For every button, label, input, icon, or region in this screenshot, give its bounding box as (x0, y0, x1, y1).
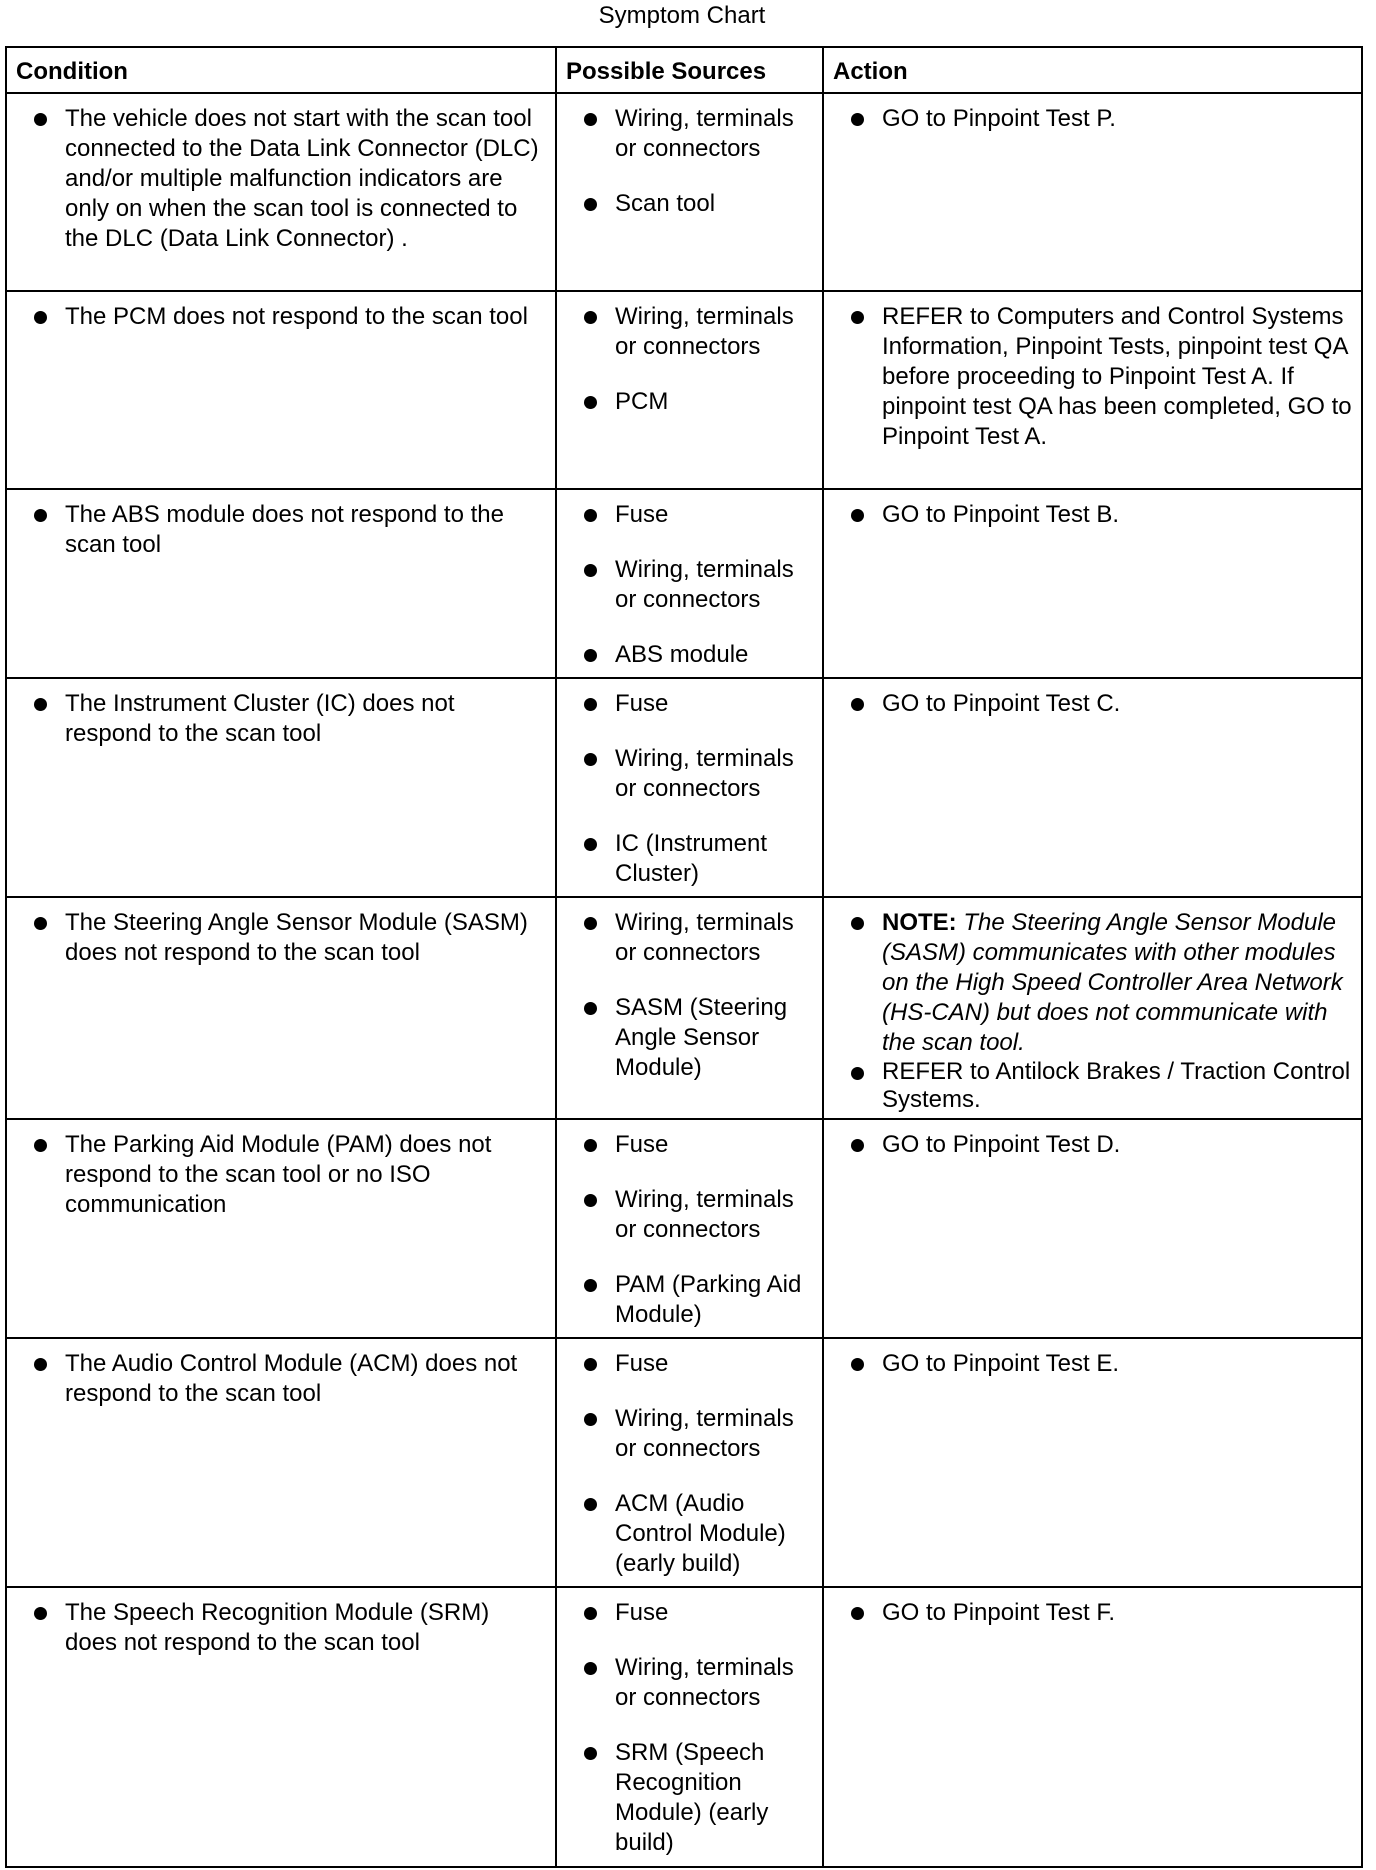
list-item (557, 1270, 814, 1330)
condition-text: The Instrument Cluster (IC) does not respond to the scan tool (65, 690, 455, 747)
source-text: Fuse (615, 1350, 669, 1377)
condition-cell (6, 1587, 556, 1867)
action-cell (823, 489, 1362, 678)
action-text: GO to Pinpoint Test B. (882, 501, 1120, 528)
bullet-icon (584, 1747, 597, 1760)
bullet-icon (584, 198, 597, 211)
list-item (557, 189, 814, 219)
source-text: Wiring, terminals or connectors (615, 1654, 794, 1711)
source-text: ACM (Audio Control Module) (early build) (615, 1490, 786, 1577)
table-row (6, 1338, 1362, 1587)
source-text: Wiring, terminals or connectors (615, 745, 794, 802)
table-row (6, 93, 1362, 291)
list-item (557, 908, 814, 968)
table-row (6, 489, 1362, 678)
bullet-icon (851, 917, 864, 930)
bullet-icon (34, 1607, 47, 1620)
bullet-icon (851, 509, 864, 522)
bullet-icon (584, 396, 597, 409)
source-text: IC (Instrument Cluster) (615, 830, 768, 887)
list-item (557, 1653, 814, 1713)
bullet-icon (584, 564, 597, 577)
list-item (824, 1058, 1353, 1114)
condition-text: The Speech Recognition Module (SRM) does not respond to the scan tool (65, 1599, 490, 1656)
header-possible-sources: Possible Sources (556, 47, 823, 93)
list-item (7, 1130, 547, 1220)
action-text: REFER to Computers and Control Systems Information, Pinpoint Tests, pinpoint test QA before proceeding to Pinpoint Test A. If pinpoint test QA has been completed, GO to Pinpoint Test A. (882, 303, 1352, 450)
action-text: REFER to Antilock Brakes / Traction Control Systems. (882, 1058, 1351, 1113)
action-text: GO to Pinpoint Test P. (882, 105, 1116, 132)
note-label: NOTE: (882, 909, 957, 936)
source-text: Wiring, terminals or connectors (615, 303, 794, 360)
source-text: SASM (Steering Angle Sensor Module) (615, 994, 788, 1081)
action-cell (823, 897, 1362, 1119)
list-item (557, 744, 814, 804)
list-item (824, 689, 1353, 719)
condition-cell (6, 897, 556, 1119)
source-text: PCM (615, 388, 669, 415)
bullet-icon (34, 509, 47, 522)
bullet-icon (584, 649, 597, 662)
bullet-icon (584, 1607, 597, 1620)
source-text: Wiring, terminals or connectors (615, 1186, 794, 1243)
table-row (6, 1587, 1362, 1867)
action-text: GO to Pinpoint Test F. (882, 1599, 1116, 1626)
sources-cell (556, 93, 823, 291)
bullet-icon (584, 1413, 597, 1426)
condition-text: The Parking Aid Module (PAM) does not respond to the scan tool or no ISO communication (65, 1131, 492, 1218)
sources-cell (556, 291, 823, 489)
source-text: Fuse (615, 1599, 669, 1626)
list-item (557, 1185, 814, 1245)
condition-cell (6, 1338, 556, 1587)
list-item (7, 908, 547, 968)
action-text: GO to Pinpoint Test E. (882, 1350, 1120, 1377)
sources-cell (556, 1338, 823, 1587)
list-item (824, 500, 1353, 530)
bullet-icon (584, 1279, 597, 1292)
source-text: ABS module (615, 641, 749, 668)
bullet-icon (851, 698, 864, 711)
note-text: The Steering Angle Sensor Module (SASM) communicates with other modules on the High Speed Controller Area Network (HS-CAN) but does not communicate with the scan tool. (882, 909, 1343, 1056)
bullet-icon (34, 311, 47, 324)
list-item (824, 1598, 1353, 1628)
action-cell (823, 1587, 1362, 1867)
list-item (557, 104, 814, 164)
source-text: Wiring, terminals or connectors (615, 556, 794, 613)
list-item (824, 302, 1353, 452)
table-row (6, 1119, 1362, 1338)
sources-cell (556, 489, 823, 678)
list-item (557, 500, 814, 530)
action-cell (823, 1338, 1362, 1587)
source-text: Fuse (615, 1131, 669, 1158)
list-item (824, 1130, 1353, 1160)
list-item (7, 302, 547, 332)
condition-text: The Steering Angle Sensor Module (SASM) does not respond to the scan tool (65, 909, 528, 966)
bullet-icon (584, 1139, 597, 1152)
bullet-icon (584, 509, 597, 522)
action-cell (823, 678, 1362, 897)
condition-text: The PCM does not respond to the scan tool (65, 303, 528, 330)
list-item (557, 1130, 814, 1160)
sources-cell (556, 897, 823, 1119)
list-item (557, 993, 814, 1083)
list-item (7, 689, 547, 749)
list-item (7, 104, 547, 254)
list-item (557, 1738, 814, 1858)
condition-text: The Audio Control Module (ACM) does not respond to the scan tool (65, 1350, 518, 1407)
list-item (557, 387, 814, 417)
bullet-icon (584, 1194, 597, 1207)
source-text: SRM (Speech Recognition Module) (early build) (615, 1739, 769, 1856)
list-item (824, 104, 1353, 134)
table-row (6, 291, 1362, 489)
bullet-icon (584, 917, 597, 930)
action-cell (823, 291, 1362, 489)
bullet-icon (34, 113, 47, 126)
list-item (557, 302, 814, 362)
list-item (824, 908, 1353, 1058)
bullet-icon (584, 113, 597, 126)
table-row (6, 897, 1362, 1119)
sources-cell (556, 1587, 823, 1867)
bullet-icon (34, 698, 47, 711)
bullet-icon (851, 113, 864, 126)
list-item (824, 1349, 1353, 1379)
condition-text: The vehicle does not start with the scan tool connected to the Data Link Connector (DLC) and/or multiple malfunction indicators are only on when the scan tool is connected to the DLC (Data Link Connector) . (65, 105, 539, 252)
action-text: GO to Pinpoint Test D. (882, 1131, 1121, 1158)
list-item (7, 1349, 547, 1409)
list-item (557, 1349, 814, 1379)
list-item (7, 500, 547, 560)
sources-cell (556, 678, 823, 897)
symptom-chart-table (5, 46, 1363, 1868)
bullet-icon (584, 1358, 597, 1371)
list-item (557, 1404, 814, 1464)
bullet-icon (584, 311, 597, 324)
action-cell (823, 93, 1362, 291)
condition-cell (6, 1119, 556, 1338)
table-row (6, 678, 1362, 897)
bullet-icon (851, 311, 864, 324)
action-text: GO to Pinpoint Test C. (882, 690, 1121, 717)
bullet-icon (584, 1498, 597, 1511)
source-text: PAM (Parking Aid Module) (615, 1271, 802, 1328)
table-header-row (6, 47, 1362, 93)
list-item (557, 1598, 814, 1628)
list-item (557, 555, 814, 615)
bullet-icon (584, 838, 597, 851)
list-item (557, 1489, 814, 1579)
condition-cell (6, 678, 556, 897)
condition-text: The ABS module does not respond to the scan tool (65, 501, 504, 558)
bullet-icon (584, 1002, 597, 1015)
source-text: Wiring, terminals or connectors (615, 1405, 794, 1462)
condition-cell (6, 489, 556, 678)
list-item (557, 689, 814, 719)
page-title: Symptom Chart (598, 2, 766, 29)
header-action: Action (823, 47, 1362, 93)
bullet-icon (584, 1662, 597, 1675)
bullet-icon (851, 1607, 864, 1620)
source-text: Fuse (615, 690, 669, 717)
source-text: Scan tool (615, 190, 716, 217)
bullet-icon (851, 1067, 864, 1080)
list-item (557, 640, 814, 670)
condition-cell (6, 291, 556, 489)
bullet-icon (851, 1139, 864, 1152)
bullet-icon (584, 753, 597, 766)
source-text: Wiring, terminals or connectors (615, 909, 794, 966)
list-item (557, 829, 814, 889)
bullet-icon (851, 1358, 864, 1371)
source-text: Wiring, terminals or connectors (615, 105, 794, 162)
bullet-icon (34, 917, 47, 930)
bullet-icon (34, 1139, 47, 1152)
source-text: Fuse (615, 501, 669, 528)
condition-cell (6, 93, 556, 291)
bullet-icon (584, 698, 597, 711)
action-cell (823, 1119, 1362, 1338)
header-condition: Condition (6, 47, 556, 93)
list-item (7, 1598, 547, 1658)
sources-cell (556, 1119, 823, 1338)
bullet-icon (34, 1358, 47, 1371)
